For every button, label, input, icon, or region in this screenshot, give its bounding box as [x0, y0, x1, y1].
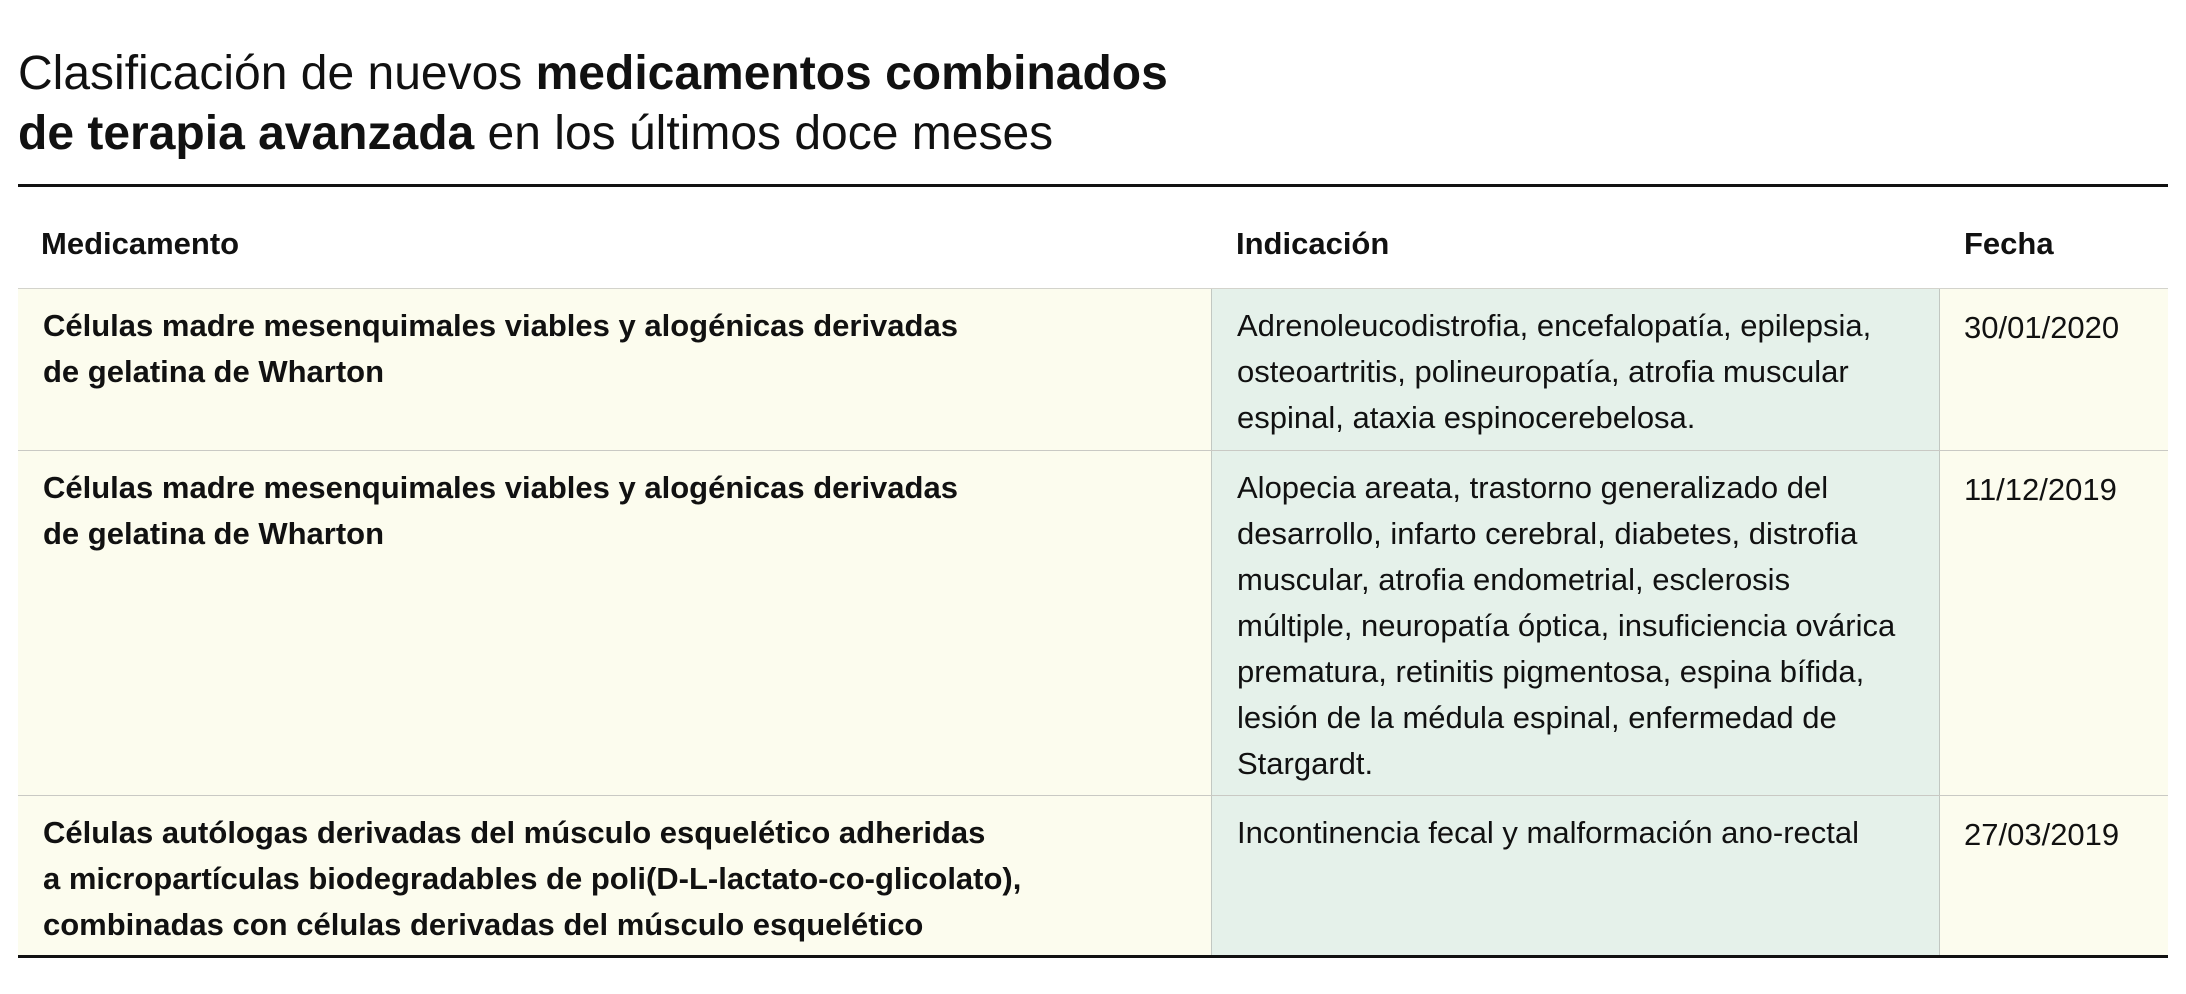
cell-text-line: múltiple, neuropatía óptica, insuficiencia ovárica: [1237, 608, 1896, 643]
cell-fecha: 27/03/2019: [1940, 796, 2168, 957]
cell-text-line: prematura, retinitis pigmentosa, espina bífida,: [1237, 654, 1865, 689]
cell-indicacion: [1211, 451, 1940, 795]
header-medicamento: Medicamento: [41, 226, 240, 261]
cell-text-line: espinal, ataxia espinocerebelosa.: [1237, 400, 1696, 435]
cell-text-line: lesión de la médula espinal, enfermedad de: [1237, 700, 1837, 735]
cell-text-line: osteoartritis, polineuropatía, atrofia muscular: [1237, 354, 1849, 389]
cell-text-line: Alopecia areata, trastorno generalizado del: [1237, 470, 1829, 505]
cell-text-line: Células autólogas derivadas del músculo esquelético adheridas: [43, 815, 986, 850]
header-indicacion: Indicación: [1236, 226, 1390, 261]
title-line1-bold: medicamentos combinados: [535, 47, 1168, 100]
title-line1-regular: Clasificación de nuevos: [18, 47, 536, 100]
table-row: [18, 288, 2168, 450]
table-row: [18, 450, 2168, 795]
cell-text-line: a micropartículas biodegradables de poli(D-L-lactato-co-glicolato),: [43, 861, 1022, 896]
cell-text-line: Células madre mesenquimales viables y alogénicas derivadas: [43, 470, 958, 505]
cell-text-line: Stargardt.: [1237, 746, 1374, 781]
cell-medicamento: [18, 796, 1211, 957]
cell-medicamento: [18, 289, 1211, 450]
table-header: [18, 200, 2168, 288]
bottom-rule: [18, 955, 2168, 958]
cell-text-line: desarrollo, infarto cerebral, diabetes, distrofia: [1237, 516, 1858, 551]
top-rule: [18, 184, 2168, 187]
cell-text-line: combinadas con células derivadas del músculo esquelético: [43, 907, 924, 942]
cell-indicacion: [1211, 796, 1940, 957]
cell-text-line: Adrenoleucodistrofia, encefalopatía, epilepsia,: [1237, 308, 1872, 343]
cell-text-line: de gelatina de Wharton: [43, 516, 385, 551]
cell-indicacion: [1211, 289, 1940, 450]
table-row: [18, 795, 2168, 957]
cell-text-line: de gelatina de Wharton: [43, 354, 385, 389]
header-fecha: Fecha: [1964, 226, 2054, 261]
cell-text-line: Células madre mesenquimales viables y alogénicas derivadas: [43, 308, 958, 343]
page-title: [18, 44, 1168, 164]
cell-fecha: 11/12/2019: [1940, 451, 2168, 795]
cell-medicamento: [18, 451, 1211, 795]
cell-text-line: muscular, atrofia endometrial, esclerosis: [1237, 562, 1791, 597]
title-line2-regular: en los últimos doce meses: [474, 107, 1054, 160]
title-line2-bold: de terapia avanzada: [18, 107, 475, 160]
cell-fecha: 30/01/2020: [1940, 289, 2168, 450]
cell-text-line: Incontinencia fecal y malformación ano-rectal: [1237, 815, 1860, 850]
medicines-table: [18, 288, 2168, 957]
